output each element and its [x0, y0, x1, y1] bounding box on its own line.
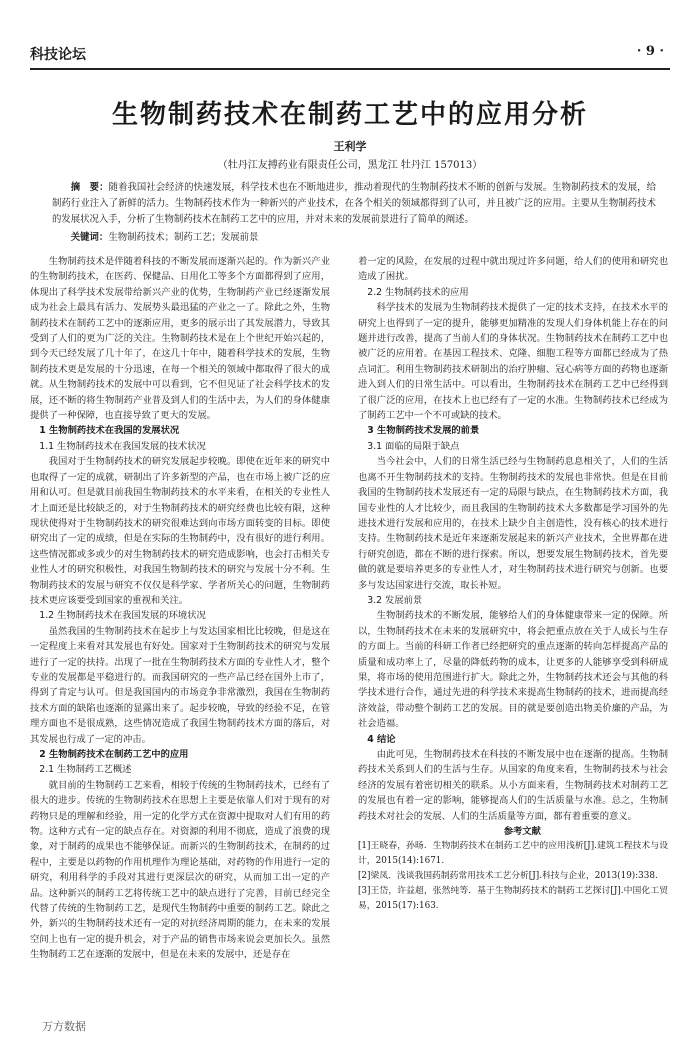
watermark-footer: 万方数据 — [42, 1020, 86, 1033]
body-paragraph: 生物制药技术的不断发展，能够给人们的身体健康带来一定的保障。所以，生物制药技术在未来的发展研究中，将会把重点放在关于人成长与生存的方面上。当前的科研工作者已经把研究的重点逐渐的转向怎样提高产品的质量和成功率上了，尽量的降低药物的成本，让更多的人能够享受到科研成果，将市场的使用范围进行扩大。除此之外，生物制药技术还会与其他的科学技术进行合作，通过先进的科学技术来提高生物制药的技术，进而提高经济效益，带动整个制药工艺的发展。目的就是要创造出物美价廉的产品，为社会造福。 — [358, 610, 668, 730]
body-paragraph: 当今社会中，人们的日常生活已经与生物制药息息相关了，人们的生活也离不开生物制药技术的支持。生物制药技术的发展也非常快。但是在目前我国的生物制药技术发展还有一定的局限与缺点，在生物制药技术方面，我国专业性的人才比较少，而且我国的生物制药技术大多数都是学习国外的先进技术进行发展和应用的，在技术上缺少自主创造性，没有核心的技术进行支持。生物制药技术是近年来逐渐发展起来的新兴产业技术，全世界都在进行研究创造，都在不断的进行探索。所以，想要发展生物制药技术，首先要做的就是要培养更多的专业性人才，对生物制药技术进行研究与创新。也要多与发达国家进行交流，取长补短。 — [358, 456, 668, 591]
subsection-heading: 1.1 生物制药技术在我国发展的技术状况 — [39, 440, 206, 452]
abstract-label: 摘 要： — [70, 182, 109, 193]
subsection-heading: 1.2 生物制药技术在我国发展的环境状况 — [39, 610, 206, 622]
body-column-left — [30, 254, 330, 994]
article-title: 生物制药技术在制药工艺中的应用分析 — [111, 100, 588, 130]
references-heading: 参考文献 — [503, 826, 541, 838]
abstract — [52, 180, 656, 228]
running-header — [30, 44, 670, 66]
subsection-heading: 2.1 生物制药工艺概述 — [39, 764, 132, 776]
article-author: 王利学 — [333, 140, 367, 153]
author-affiliation: （牡丹江友搏药业有限责任公司，黑龙江 牡丹江 157013） — [217, 160, 483, 171]
keywords — [52, 230, 656, 246]
subsection-heading: 3.2 发展前景 — [367, 594, 423, 606]
reference-entry: [1]王晓春，孙旸．生物制药技术在制药工艺中的应用浅析[J].建筑工程技术与设计，2015(14):1671. — [358, 841, 668, 867]
body-paragraph: 我国对于生物制药技术的研究发展起步较晚。即使在近年来的研究中也取得了一定的成就，研制出了许多新型的产品，也在市场上被广泛的应用和认可。但是就目前我国生物制药技术的水平来看，在相关的专业性人才上面还是比较缺乏的，对于生物制药技术的研究经费也比较有限，这种现状使得对于生物制药技术的研究很难达到向市场方面转变的目标。即使研究出了一定的成绩，但是在实际的生物制药中，没有很好的进行利用。这些情况都或多或少的对生物制药技术的研究造成影响，也会打击相关专业性人才的研究积极性，对我国生物制药技术的研究与发展十分不利。生物制药技术的发展与研究不仅仅是科学家、学者所关心的问题，生物制药技术更应该要受到国家的重视和关注。 — [30, 456, 330, 606]
reference-entry: [3]王岱，许益超，张然纯等．基于生物制药技术的制药工艺探讨[J].中国化工贸易，2015(17):163. — [358, 886, 668, 912]
keywords-label: 关键词： — [70, 232, 109, 243]
page-number: · 9 · — [636, 44, 664, 59]
body-paragraph: 虽然我国的生物制药技术在起步上与发达国家相比比较晚，但是这在一定程度上来看对其发展也有好处。国家对于生物制药技术的研究与发展进行了一定的扶持。出现了一批在生物制药技术方面的专业性人才，整个专业的发展都是平稳进行的。而我国研究的一些产品已经在国外上市了，得到了肯定与认可。但是我国国内的市场竞争非常激烈，我国在生物制药技术方面的缺陷也逐渐的显露出来了。起步较晚，导致的经验不足，在管理方面也不是很成熟，这些情况造成了我国生物制药技术方面的落后，对其发展也行成了一定的冲击。 — [30, 625, 330, 745]
keywords-text: 生物制药技术；制药工艺；发展前景 — [108, 232, 259, 243]
subsection-heading: 3.1 面临的局限于缺点 — [367, 440, 460, 452]
section-heading: 1 生物制药技术在我国的发展状况 — [39, 425, 180, 437]
body-paragraph: 由此可见，生物制药技术在科技的不断发展中也在逐渐的提高。生物制药技术关系到人们的生活与生存。从国家的角度来看，生物制药技术与社会经济的发展有着密切相关的联系。从小方面来看，生物制药技术对制药工艺的发展也有着一定的影响，能够提高人们的生活质量与水准。总之，生物制药技术对社会的发展、人们的生活质量等方面，都有着重要的意义。 — [358, 749, 668, 822]
body-paragraph: 生物制药技术是伴随着科技的不断发展而逐渐兴起的。作为新兴产业的生物制药技术，在医药、保健品、日用化工等多个方面都得到了应用，体现出了科学技术发展带给新兴产业的优势，生物制药产业已经逐渐发展成为社会上最具有活力、发展势头最迅猛的产业之一了。除此之外，生物制药技术在制药工艺中的逐渐应用，更多的展示出了其发展潜力，导致其受到了人们的更为广泛的关注。生物制药技术是在上个世纪开始兴起的，到今天已经发展了几十年了，在这几十年中，随着科学技术的发展，生物制药技术更是发展的十分迅速，在每一个相关的领域中都取得了很大的成就。从生物制药技术的发展中可以看到，它不但见证了社会科学技术的发展，还不断的将生物制药产业普及到人们的生活中去，为人们的身体健康提供了一种保障，也直接导致了更大的发展。 — [30, 256, 330, 422]
reference-entry: [2]梁凤．浅谈我国药制药常用技术工艺分析[J].科技与企业，2013(19):338. — [358, 871, 658, 882]
section-heading: 3 生物制药技术发展的前景 — [367, 425, 480, 437]
body-paragraph-continued: 着一定的风险，在发展的过程中就出现过许多问题，给人们的使用和研究也造成了困扰。 — [358, 256, 668, 283]
subsection-heading: 2.2 生物制药技术的应用 — [367, 286, 469, 298]
abstract-text: 随着我国社会经济的快速发展，科学技术也在不断地进步，推动着现代的生物制药技术不断的创新与发展。生物制药技术的发展，给制药行业注入了新鲜的活力。生物制药技术作为一种新兴的产业技术，在各个相关的领域都得到了认可，并且被广泛的应用。主要从生物制药技术的发展状况入手，分析了生物制药技术在制药工艺中的应用，并对未来的发展前景进行了简单的阐述。 — [52, 182, 656, 225]
header-divider — [30, 68, 670, 70]
journal-section-label: 科技论坛 — [30, 47, 86, 63]
section-heading: 4 结论 — [367, 733, 396, 745]
body-paragraph: 科学技术的发展为生物制药技术提供了一定的技术支持，在技术水平的研究上也得到了一定的提升，能够更加精准的发现人们身体机能上存在的问题并进行改善，提高了当前人们的身体状况。生物制药技术在制药工艺中也被广泛的应用着。在基因工程技术、克隆、细胞工程等方面都已经成为了热点词汇。利用生物制药技术研制出的治疗肿瘤、冠心病等方面的药物也逐渐进入到人们的日常生活中。可以看出，生物制药技术在制药工艺中已经得到了很广泛的应用，在技术上也已经有了一定的水准。生物制药技术已经成为了制药工艺中一个不可或缺的技术。 — [358, 302, 668, 422]
section-heading: 2 生物制药技术在制药工艺中的应用 — [39, 749, 189, 760]
body-paragraph: 就目前的生物制药工艺来看，相较于传统的生物制药技术，已经有了很大的进步。传统的生物制药技术在思想上主要是依靠人们对于现有的对药物只是的理解和经验，用一定的化学方式在资源中提取对人们有用的药物。这种方式有一定的缺点存在。对资源的利用不彻底，造成了浪费的现象，对于制药的成果也不能够保证。而新兴的生物制药技术，在制药的过程中，主要是以药物的作用机理作为理论基础，对药物的作用进行一定的研究，利用科学的手段对其进行更深层次的研究，从而加工出一定的产品。这种新兴的制药工艺将传统工艺中的缺点进行了完善，目前已经完全代替了传统的生物制药工艺，是现代生物制药中重要的制药工艺。除此之外，新兴的生物制药技术还有一定的对抗经济周期的能力，在未来的发展空间上也有一定的提升机会，对于产品的销售市场来说会更加长久。虽然生物制药工艺在逐渐的发展中，但是在未来的发展中，还是存在 — [30, 779, 330, 961]
body-column-right — [358, 254, 668, 994]
